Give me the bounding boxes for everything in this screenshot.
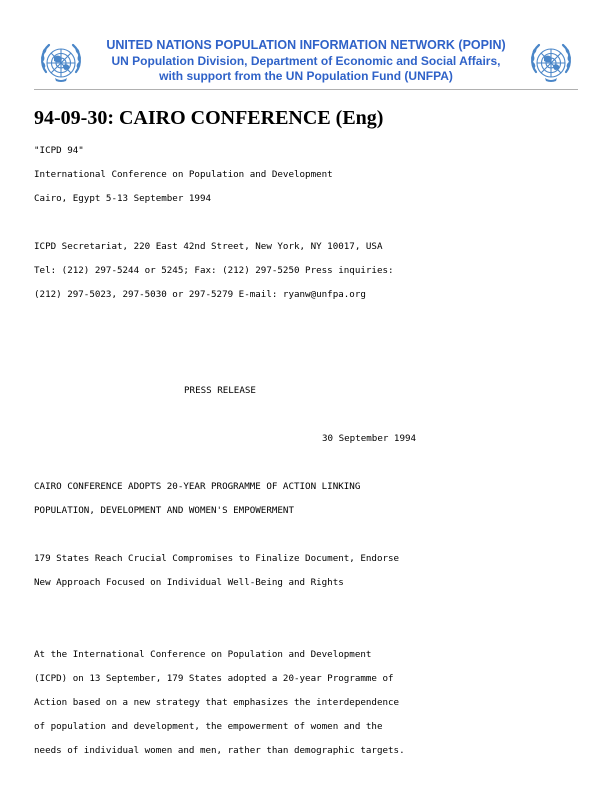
un-emblem-icon bbox=[36, 38, 86, 88]
paragraph-line: of population and development, the empowerment of women and the bbox=[34, 721, 383, 732]
paragraph-line: At the International Conference on Population and Development bbox=[34, 649, 372, 660]
body-line: ICPD Secretariat, 220 East 42nd Street, New York, NY 10017, USA bbox=[34, 241, 383, 252]
subheadline-line: 179 States Reach Crucial Compromises to Finalize Document, Endorse bbox=[34, 553, 400, 564]
release-date: 30 September 1994 bbox=[322, 433, 417, 444]
headline-line: POPULATION, DEVELOPMENT AND WOMEN'S EMPOWERMENT bbox=[34, 505, 294, 516]
paragraph-line: needs of individual women and men, rather than demographic targets. bbox=[34, 745, 405, 756]
body-line: (212) 297-5023, 297-5030 or 297-5279 E-mail: ryanw@unfpa.org bbox=[34, 289, 366, 300]
paragraph-line: Action based on a new strategy that emphasizes the interdependence bbox=[34, 697, 400, 708]
press-release-heading: PRESS RELEASE bbox=[184, 385, 256, 396]
subheadline-line: New Approach Focused on Individual Well-Being and Rights bbox=[34, 577, 344, 588]
header-divider bbox=[34, 89, 578, 90]
body-line: International Conference on Population and Development bbox=[34, 169, 333, 180]
header-text bbox=[90, 38, 522, 85]
body-line: "ICPD 94" bbox=[34, 145, 84, 156]
document-title: 94-09-30: CAIRO CONFERENCE (Eng) bbox=[34, 107, 384, 129]
header-line-1: UNITED NATIONS POPULATION INFORMATION NETWORK (POPIN) bbox=[106, 38, 506, 52]
header-line-3: with support from the UN Population Fund (UNFPA) bbox=[159, 69, 453, 83]
header-line-2: UN Population Division, Department of Economic and Social Affairs, bbox=[111, 53, 501, 68]
headline-line: CAIRO CONFERENCE ADOPTS 20-YEAR PROGRAMME OF ACTION LINKING bbox=[34, 481, 361, 492]
body-line: Tel: (212) 297-5244 or 5245; Fax: (212) 297-5250 Press inquiries: bbox=[34, 265, 394, 276]
paragraph-line: (ICPD) on 13 September, 179 States adopted a 20-year Programme of bbox=[34, 673, 394, 684]
un-emblem-icon bbox=[526, 38, 576, 88]
page-header bbox=[34, 34, 578, 90]
body-line: Cairo, Egypt 5-13 September 1994 bbox=[34, 193, 212, 204]
